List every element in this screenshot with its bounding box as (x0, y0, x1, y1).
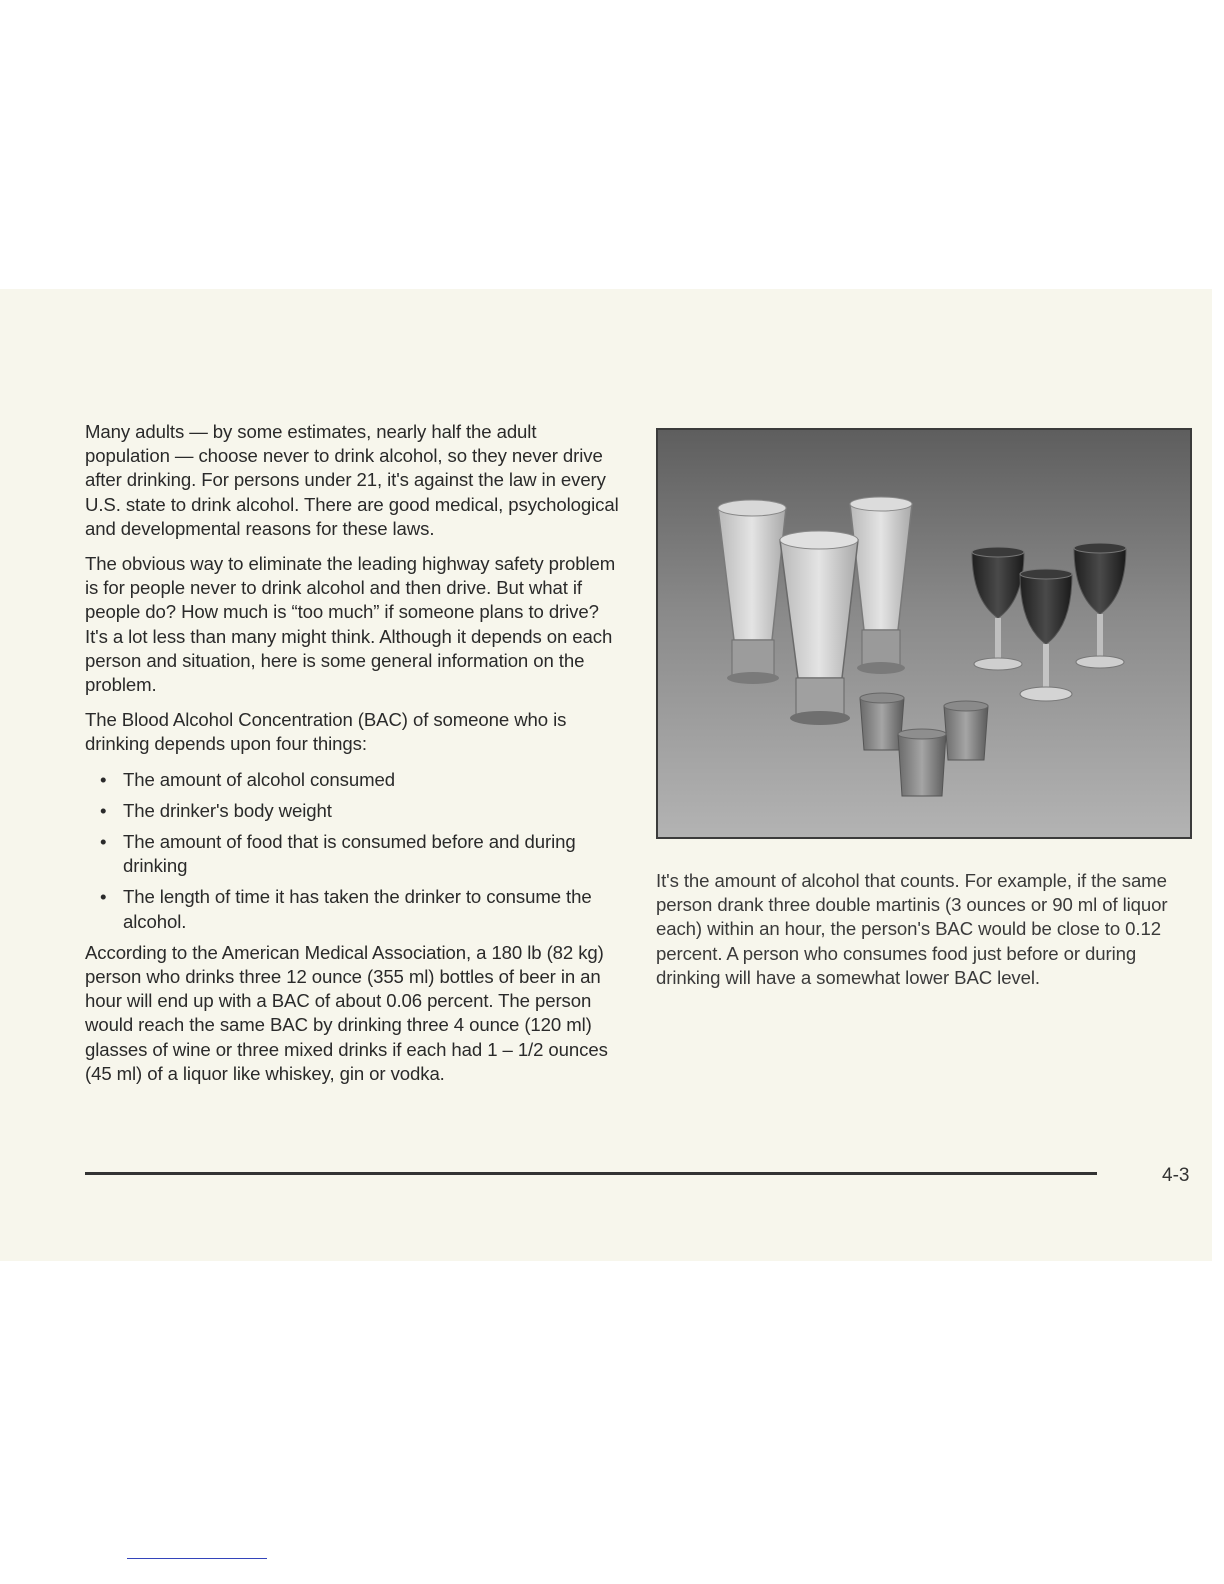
left-column (85, 420, 620, 1097)
bullet-icon: • (100, 886, 107, 908)
drinks-photo (656, 428, 1192, 839)
divider (127, 1558, 267, 1559)
footer-divider (85, 1172, 1097, 1175)
bullet-icon: • (100, 799, 107, 821)
ama-paragraph: According to the American Medical Association, a 180 lb (82 kg) person who drinks three 12 ounce (355 ml) bottles of beer in an hour will end up with a BAC of about 0.06 percent. The person would reach the same BAC by drinking three 4 ounce (120 ml) glasses of wine or three mixed drinks if each had 1 – 1/2 ounces (45 ml) of a liquor like whiskey, gin or vodka. (85, 941, 608, 1084)
right-column (656, 869, 1196, 990)
list-item (85, 830, 620, 878)
list-item (85, 885, 620, 933)
bac-factors-paragraph: The Blood Alcohol Concentration (BAC) of someone who is drinking depends upon four things: (85, 709, 567, 755)
list-item (85, 799, 620, 823)
bullet-icon: • (100, 831, 107, 853)
list-item-text: The amount of alcohol consumed (123, 768, 395, 790)
martini-example-paragraph: It's the amount of alcohol that counts. For example, if the same person drank three double martinis (3 ounces or 90 ml of liquor each) within an hour, the person's BAC would be close to 0.12 percent. A person who consumes food just before or during drinking will have a somewhat lower BAC level. (656, 870, 1168, 988)
page-number: 4-3 (1162, 1165, 1190, 1186)
list-item-text: The amount of food that is consumed before and during drinking (123, 831, 576, 877)
list-item (85, 768, 620, 792)
bac-factors-list (85, 768, 620, 934)
highway-safety-paragraph: The obvious way to eliminate the leading highway safety problem is for people never to drink alcohol and then drive. But what if people do? How much is “too much” if someone plans to drive? It's a lot less than many might think. Although it depends on each person and situation, here is some general information on the problem. (85, 553, 616, 696)
bullet-icon: • (100, 768, 107, 790)
list-item-text: The length of time it has taken the drinker to consume the alcohol. (123, 886, 592, 932)
drinks-illustration (658, 430, 1190, 837)
intro-paragraph: Many adults — by some estimates, nearly half the adult population — choose never to drink alcohol, so they never drive after drinking. For persons under 21, it's against the law in every U.S. state to drink alcohol. There are good medical, psychological and developmental reasons for these laws. (85, 421, 619, 539)
list-item-text: The drinker's body weight (123, 799, 332, 821)
